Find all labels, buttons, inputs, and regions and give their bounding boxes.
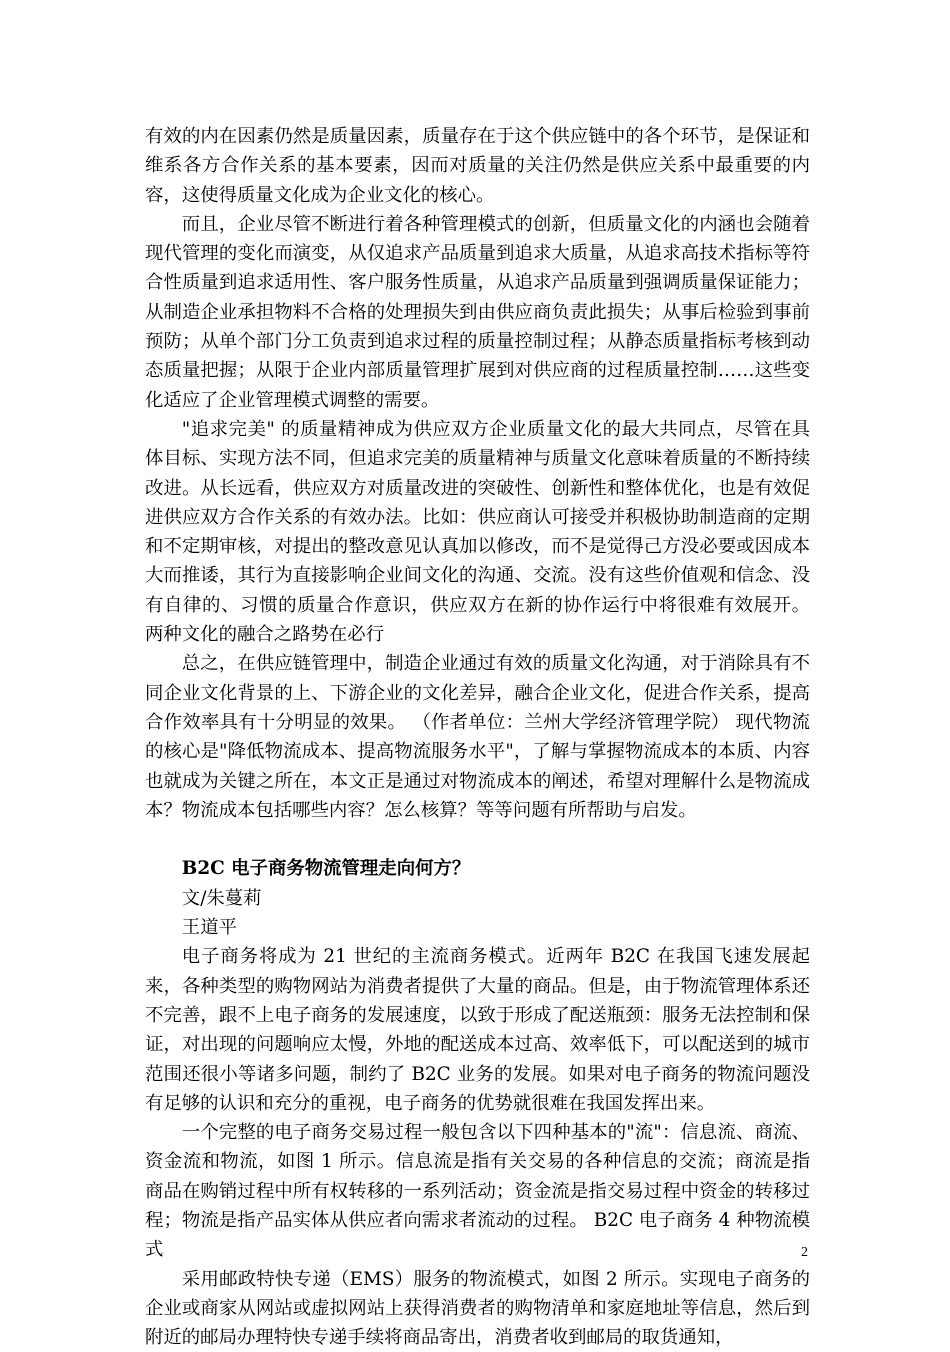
paragraph: 采用邮政特快专递（EMS）服务的物流模式，如图 2 所示。实现电子商务的企业或商家从网站或虚拟网站上获得消费者的购物清单和家庭地址等信息，然后到附近的邮局办理特快专递手续将商品寄出，消费者收到邮局的取货通知， <box>145 1268 810 1349</box>
paragraph: 有效的内在因素仍然是质量因素，质量存在于这个供应链中的各个环节，是保证和维系各方合作关系的基本要素，因而对质量的关注仍然是供应关系中最重要的内容，这使得质量文化成为企业文化的核心。 <box>145 126 810 206</box>
paragraph: 而且，企业尽管不断进行着各种管理模式的创新，但质量文化的内涵也会随着现代管理的变化而演变，从仅追求产品质量到追求大质量，从追求高技术指标等符合性质量到追求适用性、客户服务性质量，从追求产品质量到强调质量保证能力；从制造企业承担物料不合格的处理损失到由供应商负责此损失；从事后检验到事前预防；从单个部门分工负责到追求过程的质量控制过程；从静态质量指标考核到动态质量把握；从限于企业内部质量管理扩展到对供应商的过程质量控制……这些变化适应了企业管理模式调整的需要。 <box>145 213 810 411</box>
blank-line <box>145 825 810 854</box>
article-title: B2C 电子商务物流管理走向何方？ <box>181 858 471 880</box>
document-body <box>145 122 810 1352</box>
page-number: 2 <box>801 1245 808 1260</box>
paragraph: "追求完美" 的质量精神成为供应双方企业质量文化的最大共同点，尽管在具体目标、实现方法不同，但追求完美的质量精神与质量文化意味着质量的不断持续改进。从长远看，供应双方对质量改进的突破性、创新性和整体优化，也是有效促进供应双方合作关系的有效办法。比如：供应商认可接受并积极协助制造商的定期和不定期审核，对提出的整改意见认真加以修改，而不是觉得己方没必要或因成本大而推诿，其行为直接影响企业间文化的沟通、交流。没有这些价值观和信念、没有自律的、习惯的质量合作意识，供应双方在新的协作运行中将很难有效展开。 两种文化的融合之路势在必行 <box>145 418 810 646</box>
paragraph: 总之，在供应链管理中，制造企业通过有效的质量文化沟通，对于消除具有不同企业文化背景的上、下游企业的文化差异，融合企业文化，促进合作关系，提高合作效率具有十分明显的效果。 （作者单位：兰州大学经济管理学院） 现代物流的核心是"降低物流成本、提高物流服务水平"，了解与掌握物流成本的本质、内容也就成为关键之所在，本文正是通过对物流成本的阐述，希望对理解什么是物流成本？物流成本包括哪些内容？怎么核算？等等问题有所帮助与启发。 <box>145 653 810 821</box>
author-line: 文/朱蔓莉 <box>181 887 262 909</box>
paragraph: 电子商务将成为 21 世纪的主流商务模式。近两年 B2C 在我国飞速发展起来，各种类型的购物网站为消费者提供了大量的商品。但是，由于物流管理体系还不完善，跟不上电子商务的发展速度，以致于形成了配送瓶颈：服务无法控制和保证，对出现的问题响应太慢，外地的配送成本过高、效率低下，可以配送到的城市范围还很小等诸多问题，制约了 B2C 业务的发展。如果对电子商务的物流问题没有足够的认识和充分的重视，电子商务的优势就很难在我国发挥出来。 <box>145 946 810 1114</box>
paragraph: 一个完整的电子商务交易过程一般包含以下四种基本的"流"：信息流、商流、资金流和物流，如图 1 所示。信息流是指有关交易的各种信息的交流；商流是指商品在购销过程中所有权转移的一系列活动；资金流是指交易过程中资金的转移过程；物流是指产品实体从供应者向需求者流动的过程。 B2C 电子商务 4 种物流模式 <box>145 1122 810 1261</box>
author-line: 王道平 <box>181 917 237 939</box>
